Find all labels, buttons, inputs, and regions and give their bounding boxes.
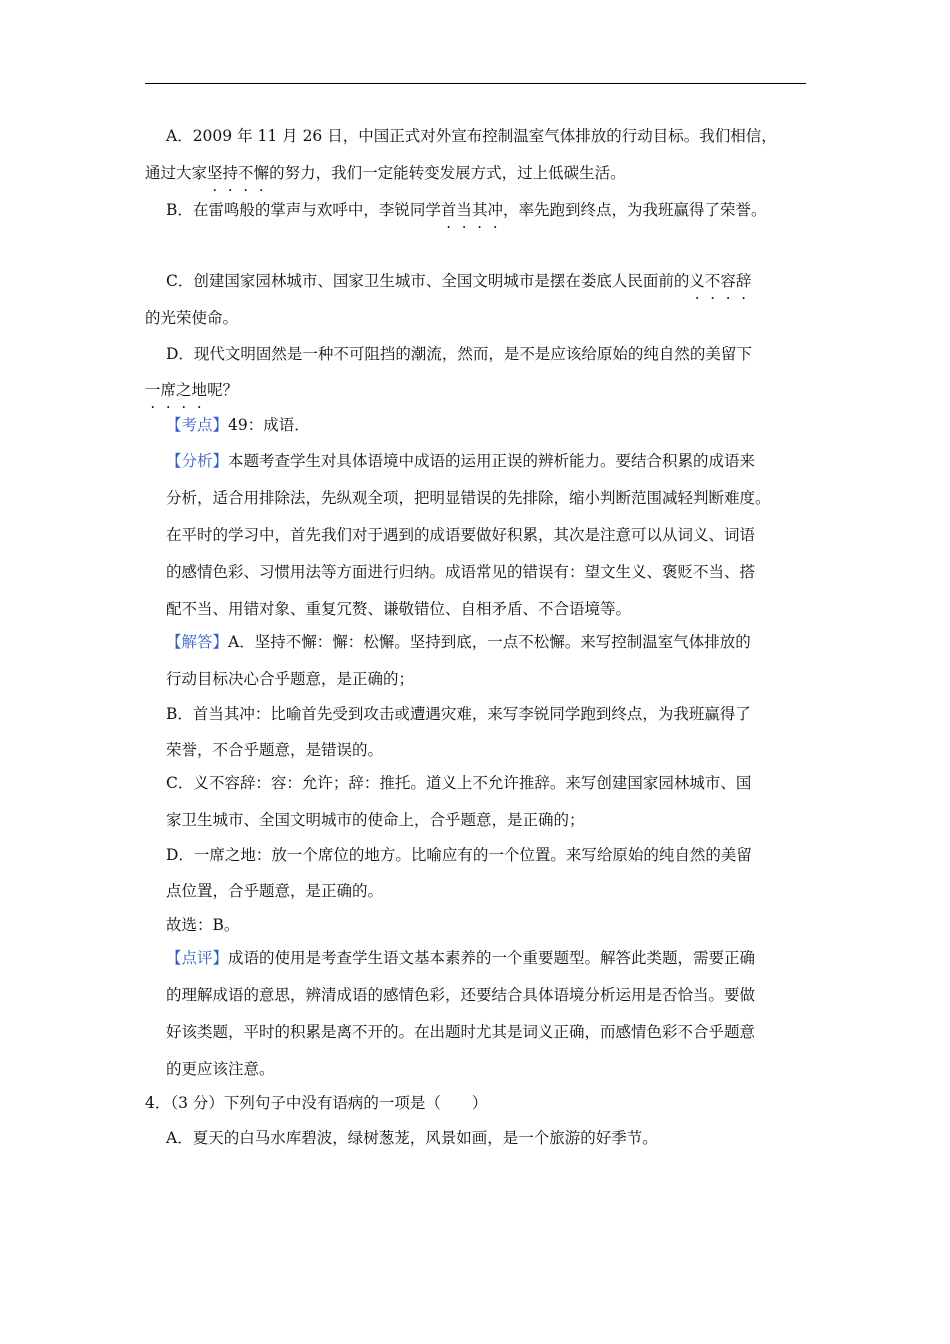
kaodian-tag: 【考点】 (166, 416, 229, 434)
option-a-text-pre: 通过大家 (145, 164, 208, 182)
option-c-line1 (166, 270, 751, 292)
emphasized-char: 首 (440, 201, 457, 219)
kaodian-text: 49：成语． (228, 416, 310, 434)
dianping-line: 好该类题，平时的积累是离不开的。在出题时尤其是词义正确，而感情色彩不合乎题意 (166, 1023, 756, 1041)
emphasized-char: 当 (456, 201, 472, 219)
emphasized-char: 辞 (735, 272, 752, 290)
emphasized-char: 义 (689, 272, 705, 290)
fenxi-line (166, 450, 755, 472)
jieda-line: B．首当其冲：比喻首先受到攻击或遭遇灾难，来写李锐同学跑到终点，为我班赢得了 (166, 705, 751, 723)
dianping-text: 成语的使用是考查学生语文基本素养的一个重要题型。解答此类题，需要正确 (228, 949, 756, 967)
question-4-stem: 4．（3 分）下列句子中没有语病的一项是（ ） (145, 1094, 488, 1112)
header-rule (145, 83, 806, 84)
emphasized-char: 容 (720, 272, 736, 290)
question-4-option-a: A．夏天的白马水库碧波，绿树葱茏，风景如画，是一个旅游的好季节。 (166, 1129, 658, 1147)
emphasized-char: 冲 (487, 201, 503, 219)
emphasized-char: 持 (222, 164, 239, 182)
emphasized-char: 一 (145, 381, 161, 399)
option-b-text-post: ，率先跑到终点，为我班赢得了荣誉。 (502, 201, 767, 219)
emphasized-char: 席 (160, 381, 177, 399)
fenxi-text: 本题考查学生对具体语境中成语的运用正误的辨析能力。要结合积累的成语来 (228, 452, 756, 470)
option-b-text-pre: B．在雷鸣般的掌声与欢呼中，李锐同学 (166, 201, 441, 219)
option-c-line2: 的光荣使命。 (145, 309, 239, 327)
fenxi-line: 的感情色彩、习惯用法等方面进行归纳。成语常见的错误有：望文生义、褒贬不当、搭 (166, 563, 756, 581)
emphasized-char: 不 (704, 272, 721, 290)
option-c-text-pre: C．创建国家园林城市、国家卫生城市、全国文明城市是摆在娄底人民面前的 (166, 272, 690, 290)
fenxi-line: 分析，适合用排除法，先纵观全项，把明显错误的先排除，缩小判断范围减轻判断难度。 (166, 489, 771, 507)
jieda-line: C．义不容辞：容：允许；辞：推托。道义上不允许推辞。来写创建国家园林城市、国 (166, 774, 752, 792)
emphasized-char: 之 (176, 381, 192, 399)
jieda-line (166, 631, 751, 653)
jieda-line: D．一席之地：放一个席位的地方。比喻应有的一个位置。来写给原始的纯自然的美留 (166, 846, 752, 864)
option-d-line1: D．现代文明固然是一种不可阻挡的潮流，然而，是不是应该给原始的纯自然的美留下 (166, 345, 752, 363)
emphasized-char: 其 (471, 201, 488, 219)
jieda-line: 行动目标决心合乎题意，是正确的； (166, 670, 415, 688)
emphasized-char: 地 (191, 381, 208, 399)
option-a-text-post: 的努力，我们一定能转变发展方式，过上低碳生活。 (269, 164, 626, 182)
emphasized-char: 坚 (207, 164, 223, 182)
option-a-line1: A．2009 年 11 月 26 日，中国正式对外宣布控制温室气体排放的行动目标。我们相信， (166, 127, 777, 145)
fenxi-line: 在平时的学习中，首先我们对于遇到的成语要做好积累，其次是注意可以从词义、词语 (166, 526, 756, 544)
fenxi-tag: 【分析】 (166, 452, 229, 470)
option-d-line2 (145, 379, 238, 401)
emphasized-char: 懈 (253, 164, 270, 182)
jieda-line: 故选：B。 (166, 916, 240, 934)
option-b-line (166, 199, 766, 221)
jieda-line: 点位置，合乎题意，是正确的。 (166, 882, 384, 900)
jieda-line: 家卫生城市、全国文明城市的使命上，合乎题意，是正确的； (166, 811, 585, 829)
jieda-tag: 【解答】 (166, 633, 229, 651)
emphasized-char: 不 (238, 164, 254, 182)
jieda-text: A．坚持不懈：懈：松懈。坚持到底，一点不松懈。来写控制温室气体排放的 (228, 633, 751, 651)
dianping-line: 的理解成语的意思，辨清成语的感情色彩，还要结合具体语境分析运用是否恰当。要做 (166, 986, 756, 1004)
dianping-line (166, 947, 755, 969)
option-a-line2 (145, 162, 626, 184)
kaodian-line (166, 414, 310, 436)
option-d-text-post: 呢？ (207, 381, 239, 399)
dianping-tag: 【点评】 (166, 949, 229, 967)
dianping-line: 的更应该注意。 (166, 1060, 275, 1078)
fenxi-line: 配不当、用错对象、重复冗赘、谦敬错位、自相矛盾、不合语境等。 (166, 600, 632, 618)
jieda-line: 荣誉，不合乎题意，是错误的。 (166, 741, 384, 759)
